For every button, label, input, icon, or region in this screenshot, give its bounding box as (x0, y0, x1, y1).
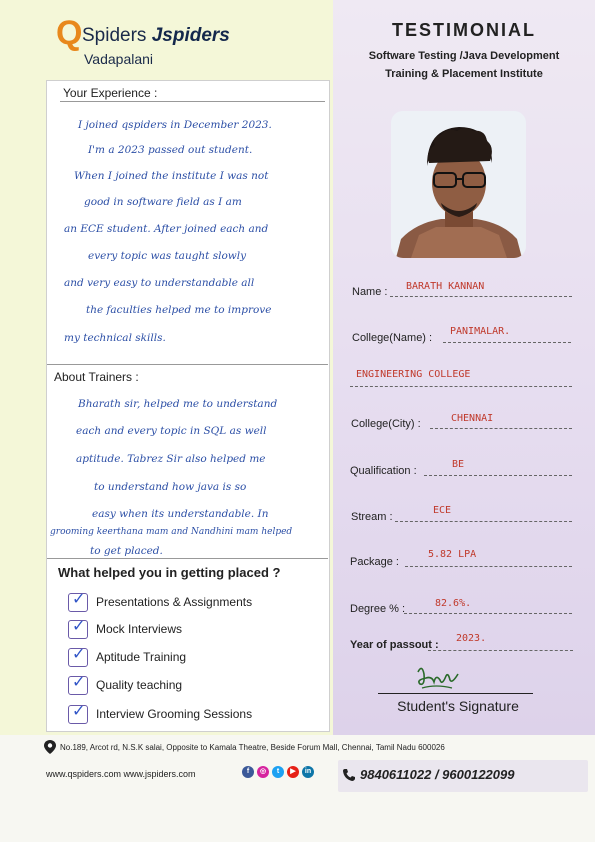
helped-item-label: Interview Grooming Sessions (96, 707, 253, 721)
checkbox[interactable] (68, 615, 88, 639)
logo-qspiders-text: Spiders (82, 25, 147, 46)
footer-address: No.189, Arcot rd, N.S.K salai, Opposite to Kamala Theatre, Beside Forum Mall, Chennai, Tamil Nadu 600026 (60, 743, 445, 752)
signature-line (378, 693, 533, 694)
subtitle-line-2: Training & Placement Institute (385, 68, 543, 80)
field-underline (404, 613, 572, 614)
name-label: Name : (352, 286, 388, 298)
checkbox[interactable] (68, 588, 88, 612)
college-name-label: College(Name) : (352, 332, 433, 344)
logo-wordmark (82, 25, 230, 47)
field-underline (428, 650, 573, 651)
helped-title: What helped you in getting placed ? (58, 565, 281, 580)
title-block (339, 20, 589, 83)
field-underline (405, 566, 572, 567)
name-value[interactable]: BARATH KANNAN (406, 281, 485, 292)
college-city-label: College(City) : (351, 418, 421, 430)
degree-label: Degree % : (350, 603, 406, 615)
helped-item-label: Aptitude Training (96, 650, 187, 664)
trainers-line: to get placed. (90, 545, 163, 557)
experience-line: and very easy to understandable all (64, 277, 255, 289)
college-city-value[interactable]: CHENNAI (451, 413, 494, 424)
experience-line: When I joined the institute I was not (74, 170, 269, 182)
helped-item[interactable] (68, 700, 253, 724)
page-title: TESTIMONIAL (392, 20, 536, 40)
experience-line: the faculties helped me to improve (86, 304, 272, 316)
twitter-icon[interactable]: t (272, 766, 284, 778)
check-icon: ✓ (72, 643, 86, 663)
section-divider (47, 558, 328, 559)
trainers-line: to understand how java is so (94, 481, 247, 493)
stream-value[interactable]: ECE (433, 505, 452, 516)
helped-item-label: Mock Interviews (96, 622, 183, 636)
check-icon: ✓ (72, 671, 86, 691)
degree-value[interactable]: 82.6%. (435, 598, 472, 609)
college-name-value-2[interactable]: ENGINEERING COLLEGE (356, 369, 471, 380)
contact-phones[interactable]: 9840611022 / 9600122099 (360, 767, 515, 782)
package-value[interactable]: 5.82 LPA (428, 549, 477, 560)
checkbox[interactable] (68, 671, 88, 695)
social-icons (242, 766, 314, 778)
linkedin-icon[interactable]: in (302, 766, 314, 778)
checkbox[interactable] (68, 643, 88, 667)
brand-logo (56, 14, 236, 72)
qualification-label: Qualification : (350, 465, 417, 477)
experience-line: an ECE student. After joined each and (64, 223, 269, 235)
student-photo (391, 111, 526, 258)
helped-item[interactable] (68, 671, 183, 695)
trainers-line: Bharath sir, helped me to understand (78, 398, 278, 410)
student-portrait-illustration (391, 111, 526, 258)
logo-location: Vadapalani (84, 51, 154, 67)
field-underline (424, 475, 572, 476)
qualification-value[interactable]: BE (452, 459, 465, 470)
field-underline (443, 342, 571, 343)
trainers-line: each and every topic in SQL as well (76, 425, 267, 437)
trainers-label: About Trainers : (54, 370, 139, 384)
experience-line: I joined qspiders in December 2023. (78, 119, 272, 131)
experience-label: Your Experience : (63, 86, 158, 100)
helped-item[interactable] (68, 643, 187, 667)
helped-item-label: Presentations & Assignments (96, 595, 253, 609)
subtitle-line-1: Software Testing /Java Development (368, 50, 560, 62)
footer-websites[interactable]: www.qspiders.com www.jspiders.com (46, 769, 196, 779)
helped-item[interactable] (68, 588, 253, 612)
instagram-icon[interactable]: ◎ (257, 766, 269, 778)
student-signature (412, 662, 462, 694)
field-underline (350, 386, 572, 387)
passout-label: Year of passout : (350, 639, 439, 651)
phone-icon (342, 768, 356, 782)
experience-line: every topic was taught slowly (88, 250, 247, 262)
experience-divider (60, 101, 325, 102)
logo-jspiders-text: Jspiders (151, 25, 230, 46)
page-subtitle (339, 47, 589, 83)
section-divider (47, 364, 328, 365)
helped-item-label: Quality teaching (96, 678, 183, 692)
experience-line: I'm a 2023 passed out student. (88, 144, 253, 156)
trainers-line: grooming keerthana mam and Nandhini mam helped (50, 527, 293, 537)
field-underline (430, 428, 572, 429)
facebook-icon[interactable]: f (242, 766, 254, 778)
college-name-value[interactable]: PANIMALAR. (450, 326, 511, 337)
trainers-line: aptitude. Tabrez Sir also helped me (76, 453, 266, 465)
logo-q-mark: Q (56, 14, 83, 52)
package-label: Package : (350, 556, 399, 568)
checkbox[interactable] (68, 700, 88, 724)
stream-label: Stream : (351, 511, 393, 523)
signature-caption: Student's Signature (397, 698, 519, 714)
field-underline (390, 296, 572, 297)
check-icon: ✓ (72, 588, 86, 608)
trainers-line: easy when its understandable. In (92, 508, 269, 520)
field-underline (395, 521, 572, 522)
location-pin-icon (44, 740, 56, 754)
check-icon: ✓ (72, 700, 86, 720)
check-icon: ✓ (72, 615, 86, 635)
helped-item[interactable] (68, 615, 183, 639)
experience-line: my technical skills. (64, 332, 166, 344)
experience-line: good in software field as I am (84, 196, 242, 208)
youtube-icon[interactable]: ▶ (287, 766, 299, 778)
passout-value[interactable]: 2023. (456, 633, 487, 644)
